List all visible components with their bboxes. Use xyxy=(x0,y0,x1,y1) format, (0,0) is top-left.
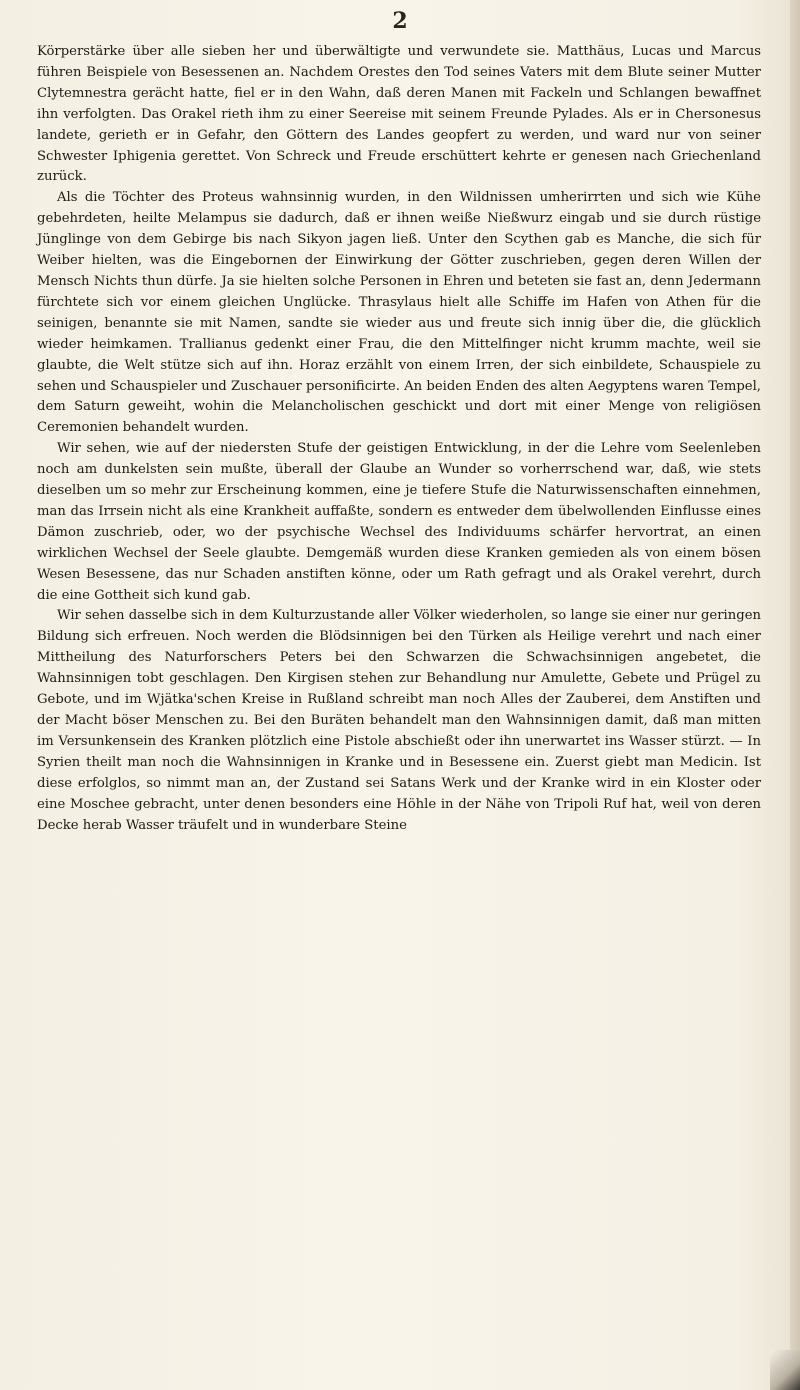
page-corner-shadow xyxy=(770,1350,800,1390)
body-text xyxy=(37,42,761,836)
paragraph-1: Körperstärke über alle sieben her und überwältigte und verwundete sie. Matthäus, Lucas und Marcus führen Beispiele von Besessenen an. Nachdem Orestes den Tod seines Vaters mit dem Blute seiner Mutter Clytemnestra gerächt hatte, fiel er in den Wahn, daß deren Manen mit Fackeln und Schlangen bewaffnet ihn verfolgten. Das Orakel rieth ihm zu einer Seereise mit seinem Freunde Pylades. Als er in Chersonesus landete, gerieth er in Gefahr, den Göttern des Landes geopfert zu werden, und ward nur von seiner Schwester Iphigenia gerettet. Von Schreck und Freude erschüttert kehrte er genesen nach Griechenland zurück. xyxy=(37,44,761,185)
page-edge-shadow xyxy=(790,0,800,1390)
page-number: 2 xyxy=(392,8,408,34)
paragraph-4: Wir sehen dasselbe sich in dem Kulturzustande aller Völker wiederholen, so lange sie einer nur geringen Bildung sich erfreuen. Noch werden die Blödsinnigen bei den Türken als Heilige verehrt und nach einer Mittheilung des Naturforschers Peters bei den Schwarzen die Schwachsinnigen angebetet, die Wahnsinnigen tobt geschlagen. Den Kirgisen stehen zur Behandlung nur Amulette, Gebete und Prügel zu Gebote, und im Wjätka'schen Kreise in Rußland schreibt man noch Alles der Zauberei, dem Anstiften und der Macht böser Menschen zu. Bei den Buräten behandelt man den Wahnsinnigen damit, daß man mitten im Versunkensein des Kranken plötzlich eine Pistole abschießt oder ihn unerwartet ins Wasser stürzt. — In Syrien theilt man noch die Wahnsinnigen in Kranke und in Besessene ein. Zuerst giebt man Medicin. Ist diese erfolglos, so nimmt man an, der Zustand sei Satans Werk und der Kranke wird in ein Kloster oder eine Moschee gebracht, unter denen besonders eine Höhle in der Nähe von Tripoli Ruf hat, weil von deren Decke herab Wasser träufelt und in wunderbare Steine xyxy=(37,608,761,833)
paragraph-2: Als die Töchter des Proteus wahnsinnig wurden, in den Wildnissen umherirrten und sich wie Kühe gebehrdeten, heilte Melampus sie dadurch, daß er ihnen weiße Nießwurz eingab und sie durch rüstige Jünglinge von dem Gebirge bis nach Sikyon jagen ließ. Unter den Scythen gab es Manche, die sich für Weiber hielten, was die Eingebornen der Einwirkung der Götter zuschrieben, gegen deren Willen der Mensch Nichts thun dürfe. Ja sie hielten solche Personen in Ehren und beteten sie fast an, denn Jedermann fürchtete sich vor einem gleichen Unglücke. Thrasylaus hielt alle Schiffe im Hafen von Athen für die seinigen, benannte sie mit Namen, sandte sie wieder aus und freute sich innig über die, die glücklich wieder heimkamen. Trallianus gedenkt einer Frau, die den Mittelfinger nicht krumm machte, weil sie glaubte, die Welt stütze sich auf ihn. Horaz erzählt von einem Irren, der sich einbildete, Schauspiele zu sehen und Schauspieler und Zuschauer personificirte. An beiden Enden des alten Aegyptens waren Tempel, dem Saturn geweiht, wohin die Melancholischen geschickt und dort mit einer Menge von religiösen Ceremonien behandelt wurden. xyxy=(37,190,761,436)
paragraph-3: Wir sehen, wie auf der niedersten Stufe der geistigen Entwicklung, in der die Lehre vom Seelenleben noch am dunkelsten sein mußte, überall der Glaube an Wunder so vorherrschend war, daß, wie stets dieselben um so mehr zur Erscheinung kommen, eine je tiefere Stufe die Naturwissenschaften einnehmen, man das Irrsein nicht als eine Krankheit auffaßte, sondern es entweder dem übelwollenden Einflusse eines Dämon zuschrieb, oder, wo der psychische Wechsel des Individuums schärfer hervortrat, an einen wirklichen Wechsel der Seele glaubte. Demgemäß wurden diese Kranken gemieden als von einem bösen Wesen Besessene, das nur Schaden anstiften könne, oder um Rath gefragt und als Orakel verehrt, durch die eine Gottheit sich kund gab. xyxy=(37,441,761,603)
